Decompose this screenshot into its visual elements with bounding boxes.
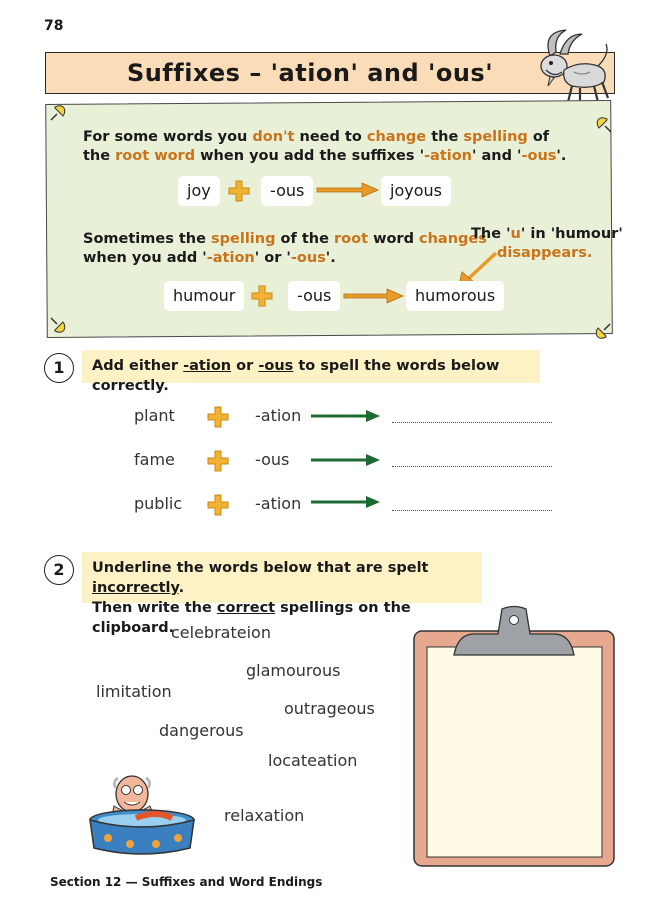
question-number: 1 xyxy=(44,353,74,383)
text-segment: the xyxy=(426,129,464,145)
intro-line-1 xyxy=(83,128,549,147)
text-segment: the xyxy=(83,148,116,164)
plus-icon xyxy=(207,406,229,428)
plus-icon xyxy=(207,450,229,472)
arrow-icon xyxy=(310,494,382,510)
callout-line-2: disappears. xyxy=(497,245,593,261)
text-segment: ' and ' xyxy=(472,148,522,164)
highlighted-text: spelling xyxy=(463,129,528,145)
highlighted-text: change xyxy=(366,129,427,145)
highlighted-text: -ation xyxy=(206,250,255,266)
spelling-word[interactable]: locateation xyxy=(268,751,358,770)
text-segment: need to xyxy=(294,129,367,145)
spelling-word[interactable]: celebrateion xyxy=(171,623,271,642)
exercise-root-word: fame xyxy=(134,450,175,469)
intro-line-2 xyxy=(83,147,566,166)
pushpin-icon xyxy=(592,320,614,342)
highlighted-text: -ation xyxy=(424,148,473,164)
exercise-suffix: -ous xyxy=(255,450,290,469)
spelling-word[interactable]: glamourous xyxy=(246,661,341,680)
text-segment: when you add the suffixes ' xyxy=(195,148,425,164)
plus-icon xyxy=(251,285,273,307)
example-suffix: -ous xyxy=(261,176,313,206)
pushpin-icon xyxy=(47,314,69,336)
exercise-suffix: -ation xyxy=(255,494,302,513)
text-segment: ' or ' xyxy=(254,250,291,266)
highlighted-text: root word xyxy=(115,148,196,164)
answer-line[interactable] xyxy=(392,466,552,467)
plus-icon xyxy=(228,180,250,202)
highlighted-text: root xyxy=(334,231,369,247)
example-result-word: humorous xyxy=(406,281,504,311)
example-suffix: -ous xyxy=(288,281,340,311)
example-result-word: joyous xyxy=(381,176,451,206)
callout-line-1 xyxy=(471,225,623,244)
text-segment: when you add ' xyxy=(83,250,207,266)
example-root-word: joy xyxy=(178,176,220,206)
footer-section-label: Section 12 — Suffixes and Word Endings xyxy=(50,875,323,889)
page-number: 78 xyxy=(44,18,64,34)
spelling-word[interactable]: outrageous xyxy=(284,699,375,718)
exercise-root-word: plant xyxy=(134,406,175,425)
goat-illustration xyxy=(532,26,614,104)
text-segment: ' in 'humour' xyxy=(520,226,623,242)
highlighted-text: -ous xyxy=(521,148,557,164)
clipboard[interactable] xyxy=(412,604,616,868)
text-segment: of xyxy=(527,129,550,145)
title-banner xyxy=(45,52,615,94)
text-segment: Sometimes the xyxy=(83,231,212,247)
page-title: Suffixes – 'ation' and 'ous' xyxy=(126,59,494,87)
answer-line[interactable] xyxy=(392,422,552,423)
pushpin-icon xyxy=(593,114,615,136)
intro-line-3 xyxy=(83,230,487,249)
question-2-instruction: Underline the words below that are spelt incorrectly. Then write the correct spellings on the clipboard. xyxy=(82,552,482,603)
man-in-pool-illustration xyxy=(86,760,198,860)
text-segment: of the xyxy=(275,231,334,247)
spelling-word[interactable]: limitation xyxy=(96,682,172,701)
exercise-root-word: public xyxy=(134,494,183,513)
highlighted-text: don't xyxy=(252,129,295,145)
question-1-instruction: Add either -ation or -ous to spell the words below correctly. xyxy=(82,350,540,383)
spelling-word[interactable]: dangerous xyxy=(159,721,244,740)
text-segment: '. xyxy=(556,148,567,164)
highlighted-text: u xyxy=(510,226,521,242)
text-segment: word xyxy=(368,231,419,247)
text-segment: '. xyxy=(325,250,336,266)
highlighted-text: spelling xyxy=(211,231,276,247)
arrow-icon xyxy=(310,408,382,424)
intro-line-4 xyxy=(83,249,336,268)
exercise-suffix: -ation xyxy=(255,406,302,425)
question-number: 2 xyxy=(44,555,74,585)
text-segment: For some words you xyxy=(83,129,253,145)
highlighted-text: -ous xyxy=(290,250,326,266)
arrow-icon xyxy=(343,287,405,305)
example-root-word: humour xyxy=(164,281,244,311)
spelling-word[interactable]: relaxation xyxy=(224,806,305,825)
plus-icon xyxy=(207,494,229,516)
arrow-icon xyxy=(310,452,382,468)
pushpin-icon xyxy=(47,102,69,124)
highlighted-text: changes xyxy=(419,231,487,247)
text-segment: The ' xyxy=(471,226,511,242)
arrow-icon xyxy=(316,181,380,199)
answer-line[interactable] xyxy=(392,510,552,511)
